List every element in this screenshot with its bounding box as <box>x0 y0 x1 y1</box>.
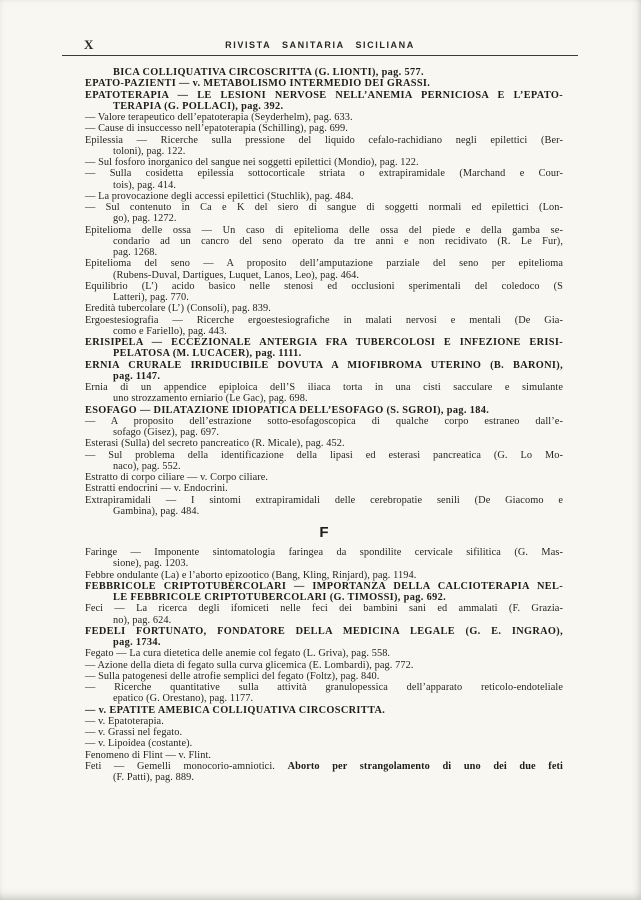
index-line: EPATO-PAZIENTI — v. METABOLISMO INTERMEDIO DEI GRASSI. <box>85 78 431 90</box>
index-line: Febbre ondulante (La) e l’aborto epizootico (Bang, Kling, Rinjard), pag. 1194. <box>85 569 417 581</box>
index-line: go), pag. 1272. <box>113 213 177 225</box>
page-header <box>62 36 578 56</box>
index-line: — Sulla cosidetta epilessia sottocorticale striata o extrapiramidale (Marchand e Cour- <box>85 168 563 180</box>
index-line: FEDELI FORTUNATO, FONDATORE DELLA MEDICINA LEGALE (G. E. INGRAO), <box>85 625 563 637</box>
index-line: pag. 1268. <box>113 247 158 258</box>
index-line: — La provocazione degli accessi epilettici (Stuchlik), pag. 484. <box>85 190 354 202</box>
index-line: — Ricerche quantitative sulla attività granulopessica dell’apparato reticolo-endoteliale <box>85 682 563 693</box>
index-line: (F. Patti), pag. 889. <box>113 772 195 783</box>
index-line: — v. Epatoterapia. <box>85 715 164 727</box>
index-line: Estratto di corpo ciliare — v. Corpo ciliare. <box>85 472 269 483</box>
index-line: uno strozzamento erniario (Le Gac), pag. 698. <box>113 393 308 405</box>
index-line: — Cause di insuccesso nell’epatoterapia (Schilling), pag. 699. <box>85 123 348 135</box>
section-heading: F <box>319 524 329 541</box>
index-line: Ergoestesiografia — Ricerche ergoestesiografiche in malati nervosi e mentali (De Gia- <box>85 314 563 326</box>
index-line: Epitelioma delle ossa — Un caso di epitelioma delle ossa del piede e della gamba se- <box>85 224 563 236</box>
index-line: como e Fariello), pag. 443. <box>113 325 227 337</box>
index-line: Ernia di un appendice epiploica dell’S iliaca torta in una cisti sacculare e simulante <box>85 382 563 393</box>
index-line: — v. Lipoidea (costante). <box>85 738 193 750</box>
index-line: pag. 1147. <box>113 370 161 382</box>
index-line: — Sul fosforo inorganico del sangue nei soggetti epilettici (Mondio), pag. 122. <box>85 157 419 168</box>
index-line: Fegato — La cura dietetica delle anemie col fegato (L. Griva), pag. 558. <box>85 648 391 660</box>
index-line: Epitelioma del seno — A proposito dell’amputazione parziale del seno per epitelioma <box>85 258 563 270</box>
index-lines <box>85 67 563 783</box>
index-line: naco), pag. 552. <box>113 460 181 472</box>
index-line: Extrapiramidali — I sintomi extrapiramidali delle cerebropatie senili (De Giacomo e <box>85 494 563 506</box>
index-line: tois), pag. 414. <box>113 179 177 191</box>
index-line: LE FEBBRICOLE CRIPTOTUBERCOLARI (G. TIMOSSI), pag. 692. <box>113 592 446 603</box>
index-line: Esterasi (Sulla) del secreto pancreatico (R. Micale), pag. 452. <box>85 438 345 450</box>
index-line: — Sul contenuto in Ca e K del siero di sangue di soggetti normali ed epilettici (Lon- <box>85 202 563 213</box>
index-line: no), pag. 624. <box>113 614 172 626</box>
index-line: ERISIPELA — ECCEZIONALE ANTERGIA FRA TUBERCOLOSI E INFEZIONE ERISI- <box>85 337 563 348</box>
index-line: sofago (Gisez), pag. 697. <box>113 427 220 438</box>
index-line: — A proposito dell’estrazione sotto-esofagoscopica di qualche corpo estraneo dall’e- <box>85 415 563 427</box>
index-line: Faringe — Imponente sintomatologia faringea da spondilite cervicale sifilitica (G. Mas- <box>85 547 563 558</box>
index-line: TERAPIA (G. POLLACI), pag. 392. <box>113 100 284 112</box>
index-line <box>85 761 563 772</box>
index-line: Equilibrio (L’) acido basico nelle stenosi ed occlusioni sperimentali del coledoco (S <box>85 280 563 292</box>
index-line: PELATOSA (M. LUCACER), pag. 1111. <box>113 348 302 360</box>
page-number: X <box>84 37 94 52</box>
index-line: — Sul problema della identificazione della lipasi ed esterasi pancreatica (G. Lo Mo- <box>85 449 563 461</box>
index-line: — Valore terapeutico dell’epatoterapia (Seyderhelm), pag. 633. <box>85 112 353 123</box>
index-line-bold-text: Aborto per strangolamento di uno dei due feti <box>287 760 563 772</box>
index-line: Feci — La ricerca degli ifomiceti nelle feci dei bambini sani ed ammalati (F. Grazia- <box>85 603 563 615</box>
index-line: Eredità tubercolare (L’) (Consoli), pag. 839. <box>85 303 271 315</box>
index-line: BICA COLLIQUATIVA CIRCOSCRITTA (G. LIONTI), pag. 577. <box>113 67 424 78</box>
index-line: Estratti endocrini — v. Endocrini. <box>85 483 228 495</box>
index-line: condario ad un cancro del seno operato da tre anni e non recidivato (R. Le Fur), <box>113 235 563 247</box>
index-line: FEBBRICOLE CRIPTOTUBERCOLARI — IMPORTANZA DELLA CALCIOTERAPIA NEL- <box>85 580 563 592</box>
index-line: Fenomeno di Flint — v. Flint. <box>85 749 212 761</box>
index-line: Latteri), pag. 770. <box>113 292 189 303</box>
index-line: EPATOTERAPIA — LE LESIONI NERVOSE NELL’ANEMIA PERNICIOSA E L’EPATO- <box>85 89 563 101</box>
journal-title: RIVISTA SANITARIA SICILIANA <box>225 40 415 50</box>
index-line: — v. EPATITE AMEBICA COLLIQUATIVA CIRCOSCRITTA. <box>85 704 386 716</box>
index-line: pag. 1734. <box>113 637 161 648</box>
index-line: Epilessia — Ricerche sulla pressione del liquido cefalo-rachidiano negli epilettici (Ber- <box>85 134 563 146</box>
index-line: — Sulla patogenesi delle atrofie semplici del fegato (Foltz), pag. 840. <box>85 670 380 682</box>
index-line: — Azione della dieta di fegato sulla curva glicemica (E. Lombardi), pag. 772. <box>85 659 414 671</box>
index-line: Gambina), pag. 484. <box>113 505 200 517</box>
index-line: (Rubens-Duval, Dartigues, Luquet, Lanos, Leo), pag. 464. <box>113 269 360 281</box>
index-line: — v. Grassi nel fegato. <box>85 727 183 738</box>
index-line: ERNIA CRURALE IRRIDUCIBILE DOVUTA A MIOFIBROMA UTERINO (B. BARONI), <box>85 359 563 371</box>
index-line-text: Feti — Gemelli monocorio-amniotici. <box>85 760 288 772</box>
index-line: sione), pag. 1203. <box>113 558 189 570</box>
index-line: ESOFAGO — DILATAZIONE IDIOPATICA DELL’ESOFAGO (S. SGROI), pag. 184. <box>85 404 490 416</box>
index-line: toloni), pag. 122. <box>113 145 186 157</box>
index-line: epatico (G. Orestano), pag. 1177. <box>113 693 254 705</box>
header-rule <box>62 55 578 56</box>
